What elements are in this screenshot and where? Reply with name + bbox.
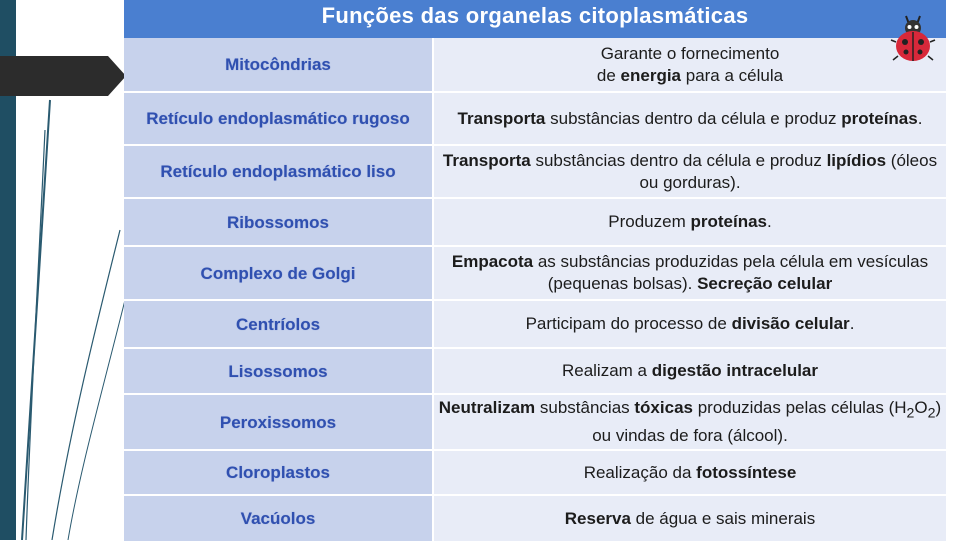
table-row: [124, 246, 946, 300]
organelle-function: [433, 246, 946, 300]
table-row: [124, 198, 946, 246]
function-highlight: digestão intracelular: [651, 361, 819, 380]
function-highlight: tóxicas: [634, 398, 693, 418]
table-row: [124, 300, 946, 348]
function-text: Garante o fornecimento: [600, 43, 780, 63]
function-text: de água e sais minerais: [630, 508, 816, 528]
table-row: [124, 495, 946, 542]
organelle-table: [124, 38, 946, 543]
organelle-name: Retículo endoplasmático liso: [124, 145, 433, 198]
table-row: [124, 450, 946, 495]
function-text: de: [596, 65, 621, 85]
function-text: .: [917, 108, 923, 128]
function-highlight: divisão celular: [731, 314, 850, 333]
function-text: .: [849, 314, 855, 333]
function-text: substâncias: [535, 398, 635, 418]
organelle-name: Retículo endoplasmático rugoso: [124, 92, 433, 145]
function-highlight: Reserva: [564, 508, 631, 528]
table-row: [124, 394, 946, 450]
title-bar: [124, 0, 946, 38]
slide: [124, 0, 946, 540]
ladybug-icon: [890, 12, 936, 64]
organelle-function: [433, 198, 946, 246]
table-row: [124, 145, 946, 198]
organelle-name: Centríolos: [124, 300, 433, 348]
organelle-function: [433, 145, 946, 198]
arrow-tab-shape: [0, 56, 126, 96]
function-text: Realização da: [583, 462, 697, 482]
function-text: produzidas pelas células (H: [692, 398, 907, 418]
organelle-name: Lisossomos: [124, 348, 433, 394]
function-text: Realizam a: [561, 361, 652, 380]
organelle-function: [433, 300, 946, 348]
function-text: substâncias dentro da célula e produz: [530, 150, 827, 170]
organelle-function: [433, 348, 946, 394]
function-text: (óleos ou gorduras).: [639, 150, 938, 192]
function-text: as substâncias produzidas pela célula em vesículas (pequenas bolsas).: [533, 252, 929, 293]
organelle-function: [433, 92, 946, 145]
function-text: ) ou vindas de fora (álcool).: [592, 398, 942, 445]
table-row: [124, 38, 946, 92]
function-text: Participam do processo de: [525, 314, 732, 333]
function-text: Produzem: [608, 212, 691, 231]
function-text: .: [767, 212, 772, 231]
function-highlight: Neutralizam: [438, 398, 536, 418]
function-highlight: Secreção celular: [697, 274, 833, 293]
organelle-function: [433, 495, 946, 542]
organelle-name: Complexo de Golgi: [124, 246, 433, 300]
organelle-name: Cloroplastos: [124, 450, 433, 495]
organelle-name: Vacúolos: [124, 495, 433, 542]
organelle-name: Mitocôndrias: [124, 38, 433, 92]
organelle-function: [433, 38, 946, 92]
organelle-function: [433, 394, 946, 450]
subscript: 2: [927, 405, 936, 422]
function-text: para a célula: [681, 65, 784, 85]
function-highlight: lipídios: [826, 150, 887, 170]
function-highlight: Empacota: [451, 252, 534, 271]
table-row: [124, 348, 946, 394]
function-highlight: Transporta: [457, 108, 546, 128]
subscript: 2: [906, 405, 915, 422]
function-highlight: fotossíntese: [696, 462, 797, 482]
organelle-name: Ribossomos: [124, 198, 433, 246]
page-title: Funções das organelas citoplasmáticas: [321, 3, 749, 28]
right-margin: [946, 0, 960, 540]
function-text: O: [914, 398, 928, 418]
table-row: [124, 92, 946, 145]
function-highlight: proteínas: [841, 108, 918, 128]
function-highlight: Transporta: [442, 150, 531, 170]
function-highlight: energia: [620, 65, 682, 85]
organelle-name: Peroxissomos: [124, 394, 433, 450]
function-text: substâncias dentro da célula e produz: [545, 108, 842, 128]
organelle-function: [433, 450, 946, 495]
function-highlight: proteínas: [690, 212, 767, 231]
